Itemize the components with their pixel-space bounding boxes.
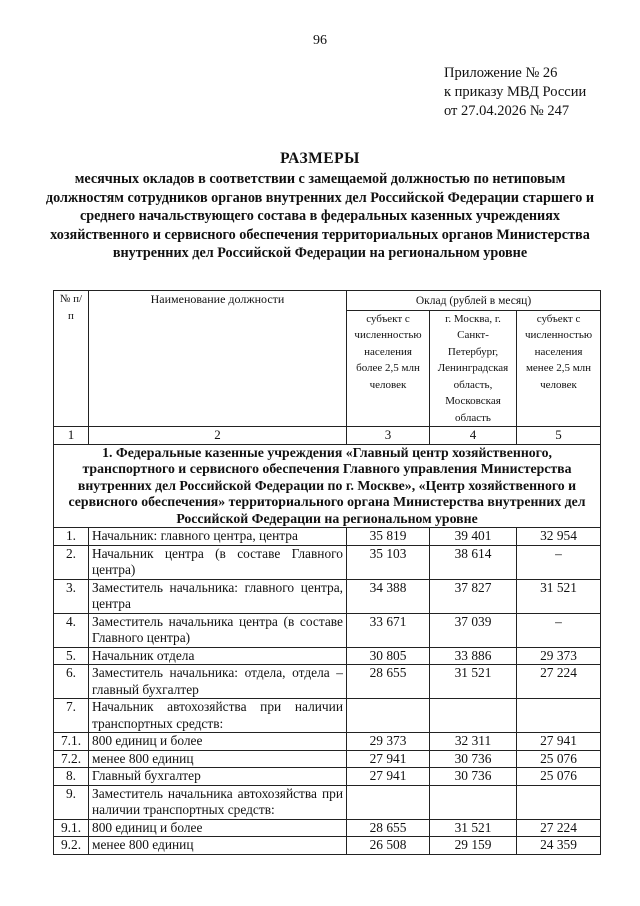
section-title: 1. Федеральные казенные учреждения «Главный центр хозяйственного, транспортного и сервисного обеспечения Главного управления Министерства внутренних дел Российской Федерации по г. Москве», «Центр хозяйственного и сервисного обеспечения» территориального органа Министерства внутренних дел Российской Федерации на региональном уровне [54, 444, 601, 528]
page-number: 96 [313, 33, 327, 48]
header-num: № п/п [54, 291, 89, 427]
column-number: 4 [430, 427, 517, 445]
column-number: 2 [89, 427, 347, 445]
salary-under-2-5m [517, 699, 601, 733]
salary-moscow-spb: 37 039 [430, 613, 517, 647]
salary-under-2-5m: – [517, 545, 601, 579]
salary-over-2-5m: 33 671 [347, 613, 430, 647]
salary-under-2-5m: 27 224 [517, 665, 601, 699]
salary-over-2-5m: 30 805 [347, 647, 430, 665]
salary-moscow-spb: 32 311 [430, 733, 517, 751]
section-row [54, 444, 601, 528]
table-row [54, 699, 601, 733]
salary-under-2-5m: 27 941 [517, 733, 601, 751]
salary-over-2-5m: 35 819 [347, 528, 430, 546]
table-body [54, 528, 601, 855]
column-number: 1 [54, 427, 89, 445]
position-name: менее 800 единиц [89, 837, 347, 855]
appendix-line-1: Приложение № 26 [444, 65, 558, 81]
row-number: 3. [54, 579, 89, 613]
document-subtitle: месячных окладов в соответствии с замещаемой должностью по нетиповым должностям сотрудников органов внутренних дел Российской Федерации старшего и среднего начальствующего состава в федеральных казенных учреждениях хозяйственного и сервисного обеспечения территориальных органов Министерства внутренних дел Российской Федерации на региональном уровне [45, 171, 595, 262]
salary-table [53, 290, 601, 855]
salary-under-2-5m: 27 224 [517, 819, 601, 837]
salary-moscow-spb: 30 736 [430, 750, 517, 768]
salary-over-2-5m [347, 785, 430, 819]
table-row [54, 647, 601, 665]
row-number: 5. [54, 647, 89, 665]
position-name: Начальник центра (в составе Главного центра) [89, 545, 347, 579]
salary-over-2-5m: 29 373 [347, 733, 430, 751]
table-row [54, 819, 601, 837]
document-title: РАЗМЕРЫ [280, 150, 360, 167]
header-col3: субъект с численностью населения более 2,5 млн человек [347, 310, 430, 427]
salary-under-2-5m: – [517, 613, 601, 647]
position-name: Заместитель начальника: главного центра, центра [89, 579, 347, 613]
row-number: 9.1. [54, 819, 89, 837]
salary-over-2-5m: 27 941 [347, 750, 430, 768]
column-numbers-row [54, 427, 601, 445]
salary-over-2-5m: 34 388 [347, 579, 430, 613]
salary-moscow-spb: 37 827 [430, 579, 517, 613]
table-row [54, 733, 601, 751]
table-header-row [54, 291, 601, 311]
salary-moscow-spb: 29 159 [430, 837, 517, 855]
position-name: 800 единиц и более [89, 819, 347, 837]
table-row [54, 785, 601, 819]
salary-over-2-5m: 35 103 [347, 545, 430, 579]
appendix-line-2: к приказу МВД России [444, 84, 587, 100]
column-number: 5 [517, 427, 601, 445]
position-name: Заместитель начальника: отдела, отдела – главный бухгалтер [89, 665, 347, 699]
position-name: 800 единиц и более [89, 733, 347, 751]
salary-moscow-spb [430, 699, 517, 733]
salary-moscow-spb: 39 401 [430, 528, 517, 546]
position-name: Начальник отдела [89, 647, 347, 665]
row-number: 2. [54, 545, 89, 579]
row-number: 6. [54, 665, 89, 699]
salary-moscow-spb: 33 886 [430, 647, 517, 665]
salary-moscow-spb: 31 521 [430, 665, 517, 699]
salary-under-2-5m [517, 785, 601, 819]
salary-under-2-5m: 32 954 [517, 528, 601, 546]
table-row [54, 837, 601, 855]
row-number: 7.2. [54, 750, 89, 768]
appendix-block [444, 64, 586, 121]
table-row [54, 528, 601, 546]
salary-moscow-spb: 30 736 [430, 768, 517, 786]
appendix-line-3: от 27.04.2026 № 247 [444, 103, 570, 119]
salary-moscow-spb: 38 614 [430, 545, 517, 579]
table-row [54, 545, 601, 579]
salary-over-2-5m: 28 655 [347, 819, 430, 837]
header-col4: г. Москва, г. Санкт-Петербург, Ленинградская область, Московская область [430, 310, 517, 427]
salary-over-2-5m [347, 699, 430, 733]
row-number: 1. [54, 528, 89, 546]
table-row [54, 750, 601, 768]
row-number: 4. [54, 613, 89, 647]
position-name: Начальник автохозяйства при наличии транспортных средств: [89, 699, 347, 733]
header-col5: субъект с численностью населения менее 2,5 млн человек [517, 310, 601, 427]
position-name: Заместитель начальника центра (в составе Главного центра) [89, 613, 347, 647]
position-name: Начальник: главного центра, центра [89, 528, 347, 546]
row-number: 7. [54, 699, 89, 733]
position-name: Заместитель начальника автохозяйства при наличии транспортных средств: [89, 785, 347, 819]
salary-under-2-5m: 25 076 [517, 768, 601, 786]
salary-under-2-5m: 25 076 [517, 750, 601, 768]
header-name: Наименование должности [89, 291, 347, 427]
position-name: Главный бухгалтер [89, 768, 347, 786]
salary-moscow-spb [430, 785, 517, 819]
table-row [54, 665, 601, 699]
row-number: 7.1. [54, 733, 89, 751]
salary-moscow-spb: 31 521 [430, 819, 517, 837]
row-number: 8. [54, 768, 89, 786]
salary-under-2-5m: 31 521 [517, 579, 601, 613]
table-row [54, 579, 601, 613]
salary-over-2-5m: 27 941 [347, 768, 430, 786]
salary-under-2-5m: 29 373 [517, 647, 601, 665]
row-number: 9. [54, 785, 89, 819]
table-row [54, 768, 601, 786]
row-number: 9.2. [54, 837, 89, 855]
table-row [54, 613, 601, 647]
header-oklad: Оклад (рублей в месяц) [347, 291, 601, 311]
salary-over-2-5m: 26 508 [347, 837, 430, 855]
salary-over-2-5m: 28 655 [347, 665, 430, 699]
salary-under-2-5m: 24 359 [517, 837, 601, 855]
column-number: 3 [347, 427, 430, 445]
position-name: менее 800 единиц [89, 750, 347, 768]
